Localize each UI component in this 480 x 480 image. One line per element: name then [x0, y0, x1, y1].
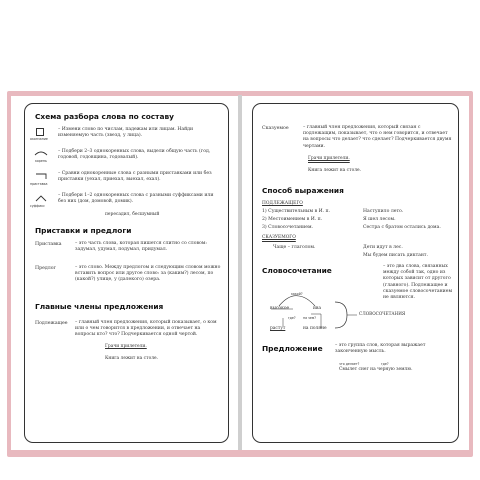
- parsing-examples: пересадил, бесшумный: [105, 212, 160, 217]
- prefix-text: – Сравни однокоренные слова с разными приставками или без приставки (уехал, приехал, выехал, ехал).: [58, 171, 212, 183]
- section-title-expression: Способ выражения: [262, 186, 344, 195]
- predicate-expr-left: Чаще – глаголом.: [273, 245, 316, 250]
- root-label: корень: [35, 159, 47, 163]
- q-chto-delaet: что делает?: [339, 362, 360, 366]
- q-gde: где?: [288, 316, 296, 320]
- suffix-icon: [35, 195, 47, 202]
- root-text: – Подбери 2–3 однокоренных слова, выдели общую часть (год, годовой, годовщина, годовалый).: [58, 149, 211, 161]
- prefix-icon: [35, 173, 47, 180]
- predicate-expr-right-2: Мы будем писать диктант.: [363, 253, 428, 258]
- predlog-text: – это слово. Между предлогом и следующим словом можно вставить вопрос или другое слово: за (каким?) лесом, по (какой?) улице, у (далекого) озера.: [75, 265, 221, 283]
- pristavka-label: Приставка: [35, 242, 62, 247]
- section-title-phrase: Словосочетание: [262, 266, 332, 275]
- expr-row-3-right: Сестра с братом остались дома.: [363, 225, 441, 230]
- ending-label: окончание: [30, 137, 48, 141]
- pristavka-text: – это часть слова, которая пишется слитно со словом: задумал, удумал, подумал, придумал.: [75, 241, 207, 253]
- sentence-example: Смылет снег на черную землю.: [339, 367, 413, 372]
- predicate-expr-right-1: Дети идут в лес.: [363, 245, 403, 250]
- sentence-text: – это группа слов, которая выражает законченную мысль.: [335, 343, 426, 355]
- left-card: [24, 103, 229, 443]
- suffix-text: – Подбери 1–2 однокоренных слова с разными суффиксами или без них (дом, домовой, домик).: [58, 193, 214, 205]
- word-rastut: растут: [270, 326, 286, 331]
- predicate-label: Сказуемое: [262, 126, 289, 131]
- expr-row-1-right: Наступило лето.: [363, 209, 404, 214]
- q-na-chem: на чем?: [303, 316, 316, 320]
- expr-row-2-right: Я шел лесом.: [363, 217, 396, 222]
- suffix-label: суффикс: [30, 204, 45, 208]
- subject-header: ПОДЛЕЖАЩЕГО: [262, 201, 303, 206]
- word-iva: ива: [313, 306, 322, 311]
- section-title-main-members: Главные члены предложения: [35, 302, 164, 311]
- expr-row-2-left: 2) Местоимением в И. п.: [262, 217, 323, 222]
- section-title-word-parsing: Схема разбора слова по составу: [35, 112, 174, 121]
- subject-text: – главный член предложения, который показывает, о ком или о чем говорится в предложении, и отвечает на вопросы кто? что? Подчеркивается одной чертой.: [75, 320, 217, 338]
- expr-row-3-left: 3) Словосочетанием.: [262, 225, 313, 230]
- phrase-diagram-label: СЛОВОСОЧЕТАНИЯ: [359, 311, 406, 316]
- predicate-header: СКАЗУЕМОГО: [262, 235, 296, 240]
- word-na-polyane: на поляне: [303, 326, 327, 331]
- expr-row-1-left: 1) Существительным в И. п.: [262, 209, 331, 214]
- ending-text: – Измени слово по числам, падежам или лицам. Найди изменяемую часть (звезд, у лица).: [58, 127, 194, 139]
- predicate-example-2: Книга лежит на столе.: [308, 168, 361, 173]
- q-gde-2: где?: [381, 362, 389, 366]
- q-kakoi: какой?: [291, 292, 303, 296]
- predicate-example-1: Грачи прилетели.: [308, 156, 350, 161]
- right-card: [252, 103, 459, 443]
- phrase-text: – это два слова, связанных между собой так, одно из которых зависит от другого (главного). Подлежащее и сказуемое словосочетанием не являются.: [383, 264, 453, 301]
- prefix-label: приставка: [30, 182, 48, 186]
- subject-example-2: Книга лежит на столе.: [105, 356, 158, 361]
- word-vysokoe: высокое: [270, 306, 290, 311]
- root-icon: [34, 150, 48, 156]
- right-page: [242, 96, 469, 450]
- left-page: [11, 96, 238, 450]
- section-title-prefixes: Приставки и предлоги: [35, 226, 132, 235]
- section-title-sentence: Предложение: [262, 344, 323, 353]
- subject-label: Подлежащее: [35, 321, 68, 326]
- ending-icon: [36, 128, 44, 136]
- predlog-label: Предлог: [35, 266, 57, 271]
- subject-example-1: Грачи прилетели.: [105, 344, 147, 349]
- predicate-text: – главный член предложения, который связан с подлежащим, показывает, что о нем говорится, и отвечает на вопросы что делает? что сделает? Подчеркивается двумя чертами.: [303, 125, 452, 149]
